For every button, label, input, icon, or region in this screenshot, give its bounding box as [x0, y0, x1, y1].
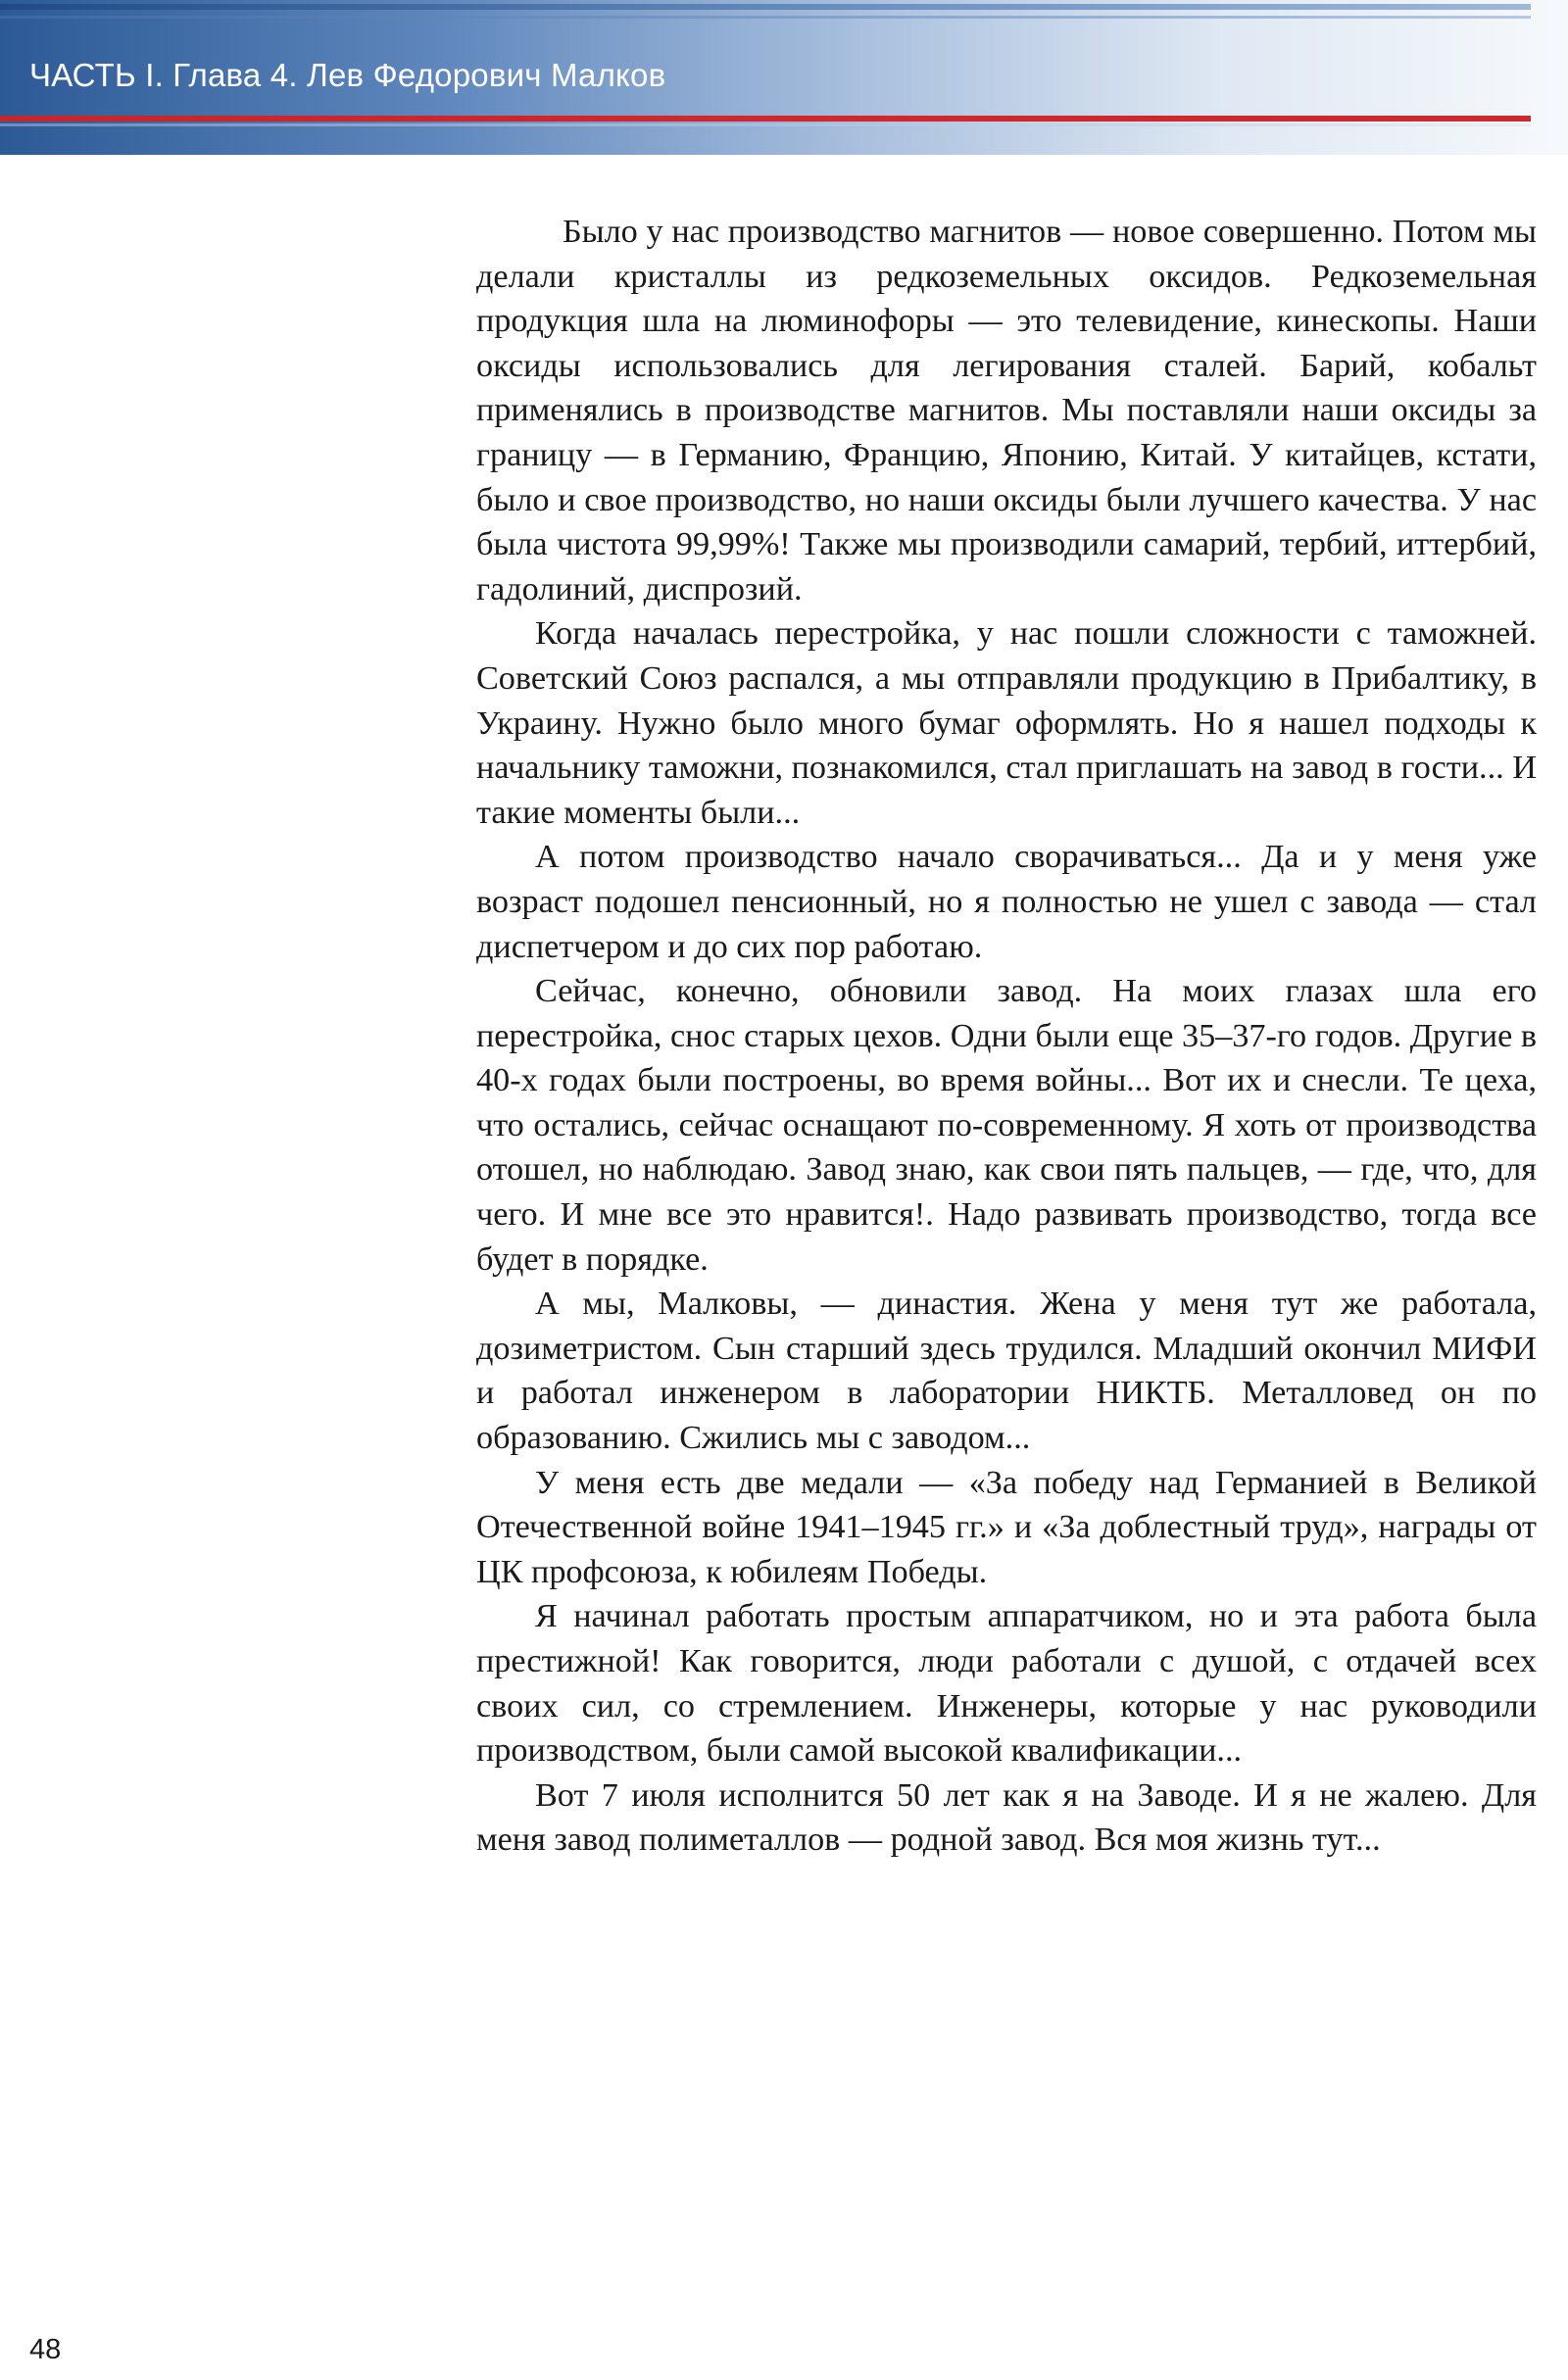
paragraph-3: А потом производство начало сворачиваться... Да и у меня уже возраст подошел пенсионный, но я полностью не ушел с завода — стал диспетчером и до сих пор работаю.	[476, 839, 1537, 965]
page-number: 48	[29, 2334, 62, 2365]
header-top-thin-stripe	[0, 16, 1531, 19]
chapter-title: ЧАСТЬ I. Глава 4. Лев Федорович Малков	[29, 57, 666, 93]
paragraph-8: Вот 7 июля исполнится 50 лет как я на Заводе. И я не жалею. Для меня завод полиметаллов — родной завод. Вся моя жизнь тут...	[476, 1776, 1537, 1859]
article-body	[476, 210, 1537, 1863]
paragraph-7: Я начинал работать простым аппаратчиком, но и эта работа была престижной! Как говорится, люди работали с душой, с отдачей всех своих сил, со стремлением. Инженеры, которые у нас руководили производством, были самой высокой квалификации...	[476, 1598, 1537, 1770]
chapter-header-band	[0, 0, 1568, 155]
paragraph-5: А мы, Малковы, — династия. Жена у меня тут же работала, дозиметристом. Сын старший здесь трудился. Младший окончил МИФИ и работал инженером в лаборатории НИКТБ. Металловед он по образованию. Сжились мы с заводом...	[476, 1286, 1537, 1457]
header-top-stripe	[0, 4, 1531, 10]
paragraph-1: Было у нас производство магнитов — новое совершенно. Потом мы делали кристаллы из редкоземельных оксидов. Редкоземельная продукция шла на люминофоры — это телевидение, кинескопы. Наши оксиды использовались для легирования сталей. Барий, кобальт применялись в производстве магнитов. Мы поставляли наши оксиды за границу — в Германию, Францию, Японию, Китай. У китайцев, кстати, было и свое производство, но наши оксиды были лучшего качества. У нас была чистота 99,99%! Также мы производили самарий, тербий, иттербий, гадолиний, диспрозий.	[476, 214, 1537, 607]
paragraph-2: Когда началась перестройка, у нас пошли сложности с таможней. Советский Союз распался, а мы отправляли продукцию в Прибалтику, в Украину. Нужно было много бумаг оформлять. Но я нашел подходы к начальнику таможни, познакомился, стал приглашать на завод в гости... И такие моменты были...	[476, 615, 1537, 831]
paragraph-4: Сейчас, конечно, обновили завод. На моих глазах шла его перестройка, снос старых цехов. Одни были еще 35–37-го годов. Другие в 40-х годах были построены, во время войны... Вот их и снесли. Те цеха, что остались, сейчас оснащают по-современному. Я хоть от производства отошел, но наблюдаю. Завод знаю, как свои пять пальцев, — где, что, для чего. И мне все это нравится!. Надо развивать производство, тогда все будет в порядке.	[476, 973, 1537, 1278]
paragraph-6: У меня есть две медали — «За победу над Германией в Великой Отечественной войне 1941–1945 гг.» и «За доблестный труд», награды от ЦК профсоюза, к юбилеям Победы.	[476, 1464, 1537, 1590]
header-under-stripe	[0, 123, 1531, 126]
header-red-divider	[0, 116, 1531, 121]
